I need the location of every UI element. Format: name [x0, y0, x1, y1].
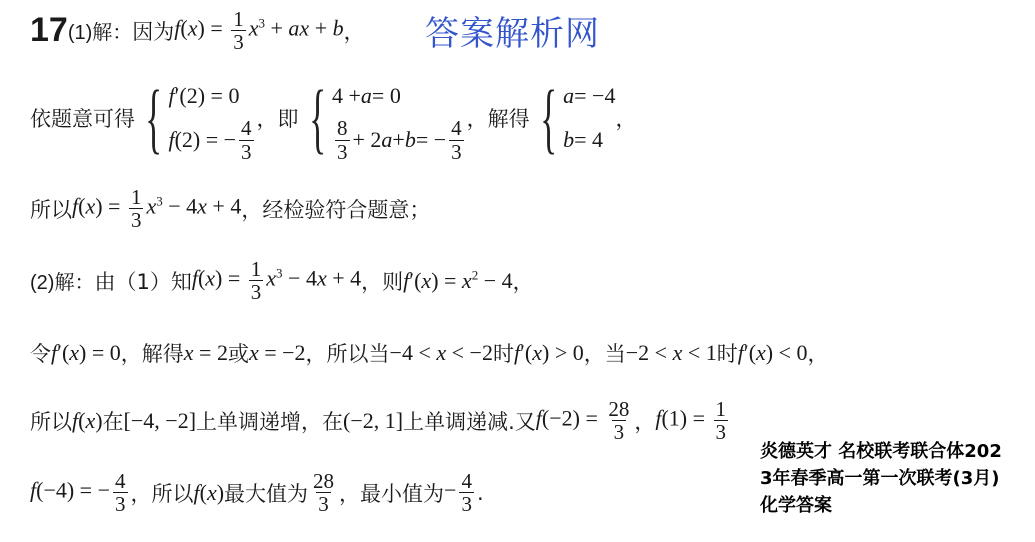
part2-monotonic-line: 令 f′(x) = 0 ，解得 x = 2 或 x = −2 ，所以当 −4 < x < −2 时 f′(x) > 0 ，当 −2 < x < 1 时 f′(x) < 0 ， [30, 340, 829, 366]
stamp-line-1: 炎德英才 名校联考联合体202 [760, 441, 1002, 462]
function-result: f(x) = $\frac{1}{3}$ $x^3 - 4x + 4$ [72, 185, 242, 233]
part2-interval-line: 所以 f(x) 在 [−4, −2] 上单调递增，在 (−2, 1] 上单调递减.又 f(−2) = $\frac{28}{3}$ ， f(1) = $\frac{1}{3}$ [30, 397, 727, 445]
expanded-system: { 4 + a = 0 $\frac{8}{3}$ + 2 a + b = − $\frac{4}{3}$ [308, 74, 462, 164]
part2-label: (2)解： [30, 272, 95, 295]
part2-extrema-line: f(−4) = − $\frac{4}{3}$ ，所以 f(x) 最大值为 $\frac{28}{3}$ ，最小值为 − $\frac{4}{3}$ . [30, 469, 484, 517]
part1-intro: 因为 [132, 19, 175, 44]
part2-header-line: (2)解： 由（1）知 f(x) = $\frac{1}{3}$ $x^3 - 4x + 4$ ，则 $f'(x) = x^2 - 4$ ， [30, 257, 534, 305]
part1-conclusion-line: 所以 f(x) = $\frac{1}{3}$ $x^3 - 4x + 4$ ，经检验符合题意； [30, 185, 431, 233]
stamp-line-2: 3年春季高一第一次联考(3月) [760, 468, 1000, 489]
derivative: $f'(x) = x^2 - 4$ [403, 267, 513, 293]
part1-system-line: 依题意可得 { f ′(2) = 0 f (2) = − $\frac{4}{3}$ ，即 { 4 + a = 0 $\frac{8}{3}$ + 2 a + b = − $\frac{4}{3}$ ，解得 { a = −4 b = 4 ， [30, 74, 637, 164]
source-stamp [760, 438, 1035, 519]
stamp-line-3: 化学答案 [760, 495, 832, 516]
watermark: 答案解析网 [425, 14, 600, 54]
function-recall: f(x) = $\frac{1}{3}$ $x^3 - 4x + 4$ [191, 257, 362, 305]
condition-system: { f ′(2) = 0 f (2) = − $\frac{4}{3}$ [145, 74, 252, 164]
function-definition: f(x) = $\frac{1}{3}$ $x^3$ + ax + b [174, 7, 344, 55]
solution-system: { a = −4 b = 4 [539, 74, 616, 161]
part1-label: (1)解： [67, 22, 133, 45]
problem-number: 17 [30, 11, 68, 50]
step-text: 依题意可得 [30, 107, 135, 131]
part1-header-line: 17 (1)解： 因为 f(x) = $\frac{1}{3}$ $x^3$ + ax + b ， [30, 7, 365, 55]
